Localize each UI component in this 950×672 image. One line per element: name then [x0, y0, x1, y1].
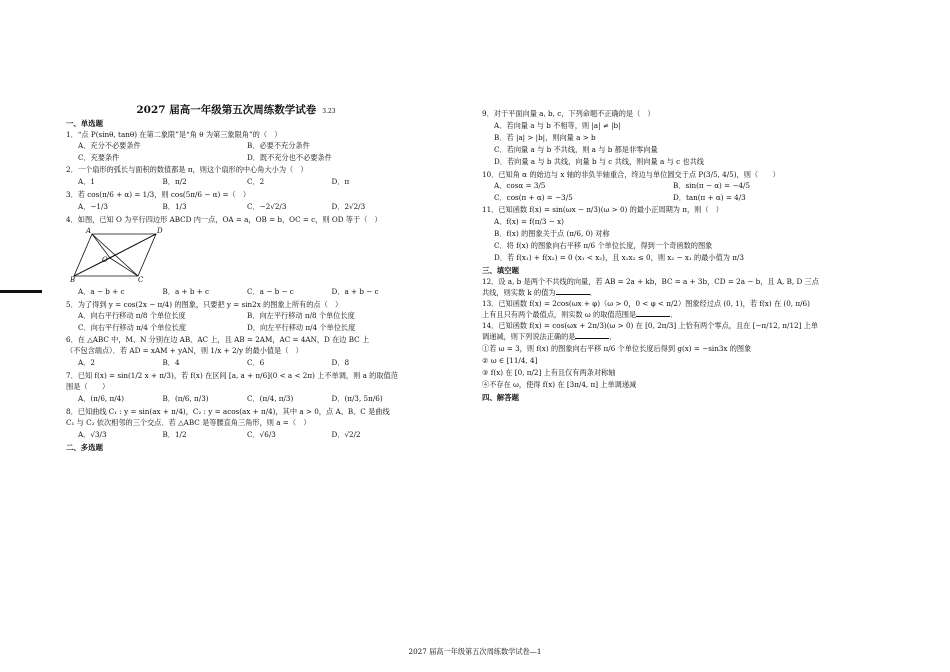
q1-option-d: D．既不充分也不必要条件	[247, 153, 332, 163]
q9-option-b: B．若 |a| > |b|，则向量 a > b	[494, 133, 596, 142]
q3-option-b: B．1/3	[162, 202, 187, 212]
q8-option-a: A．√3/3	[78, 430, 107, 440]
q8-options	[78, 430, 416, 439]
q6-option-a: A．2	[78, 358, 95, 368]
q3-option-c: C．−2√2/3	[247, 202, 287, 212]
page-title	[66, 104, 406, 117]
parallelogram-diagram	[70, 226, 180, 282]
q5-option-d: D．向左平行移动 π/4 个单位长度	[247, 323, 356, 333]
question-13-line-1: 13．已知函数 f(x) = 2cos(ωx + φ)（ω > 0，0 < φ < π/2）图象经过点 (0, 1)，若 f(x) 在 (0, π/6)	[482, 299, 810, 309]
title-text: 2027 届高一年级第五次周练数学试卷	[136, 104, 317, 116]
page-footer: 2027 届高一年级第五次周练数学试卷—1	[408, 647, 542, 656]
q1-option-b: B．必要不充分条件	[247, 141, 310, 151]
diagonal-bd	[74, 234, 156, 276]
q5-option-b: B．向左平行移动 π/8 个单位长度	[247, 311, 355, 321]
label-c: C	[138, 276, 144, 283]
q13-text: 上有且只有两个最值点，则实数 ω 的取值范围是	[482, 310, 637, 320]
question-6-line-1: 6．在 △ABC 中，M、N 分别在边 AB、AC 上，且 AB = 2AM，AC = 4AN，D 在边 BC 上	[66, 335, 370, 345]
q4-option-d: D．a + b − c	[331, 287, 379, 297]
q6-option-d: D．8	[331, 358, 350, 368]
question-3: 3．若 cos(π/6 + α) = 1/3，则 cos(5π/6 − α) =（ ）	[66, 190, 251, 200]
q10-option-c: C．cos(π + α) = −3/5	[494, 193, 573, 202]
q10-option-a: A．cosα = 3/5	[494, 181, 546, 190]
q7-option-a: A．(π/6, π/4)	[78, 394, 124, 404]
label-d: D	[157, 227, 163, 236]
q4-option-b: B．a + b + c	[162, 287, 210, 297]
q2-option-d: D．π	[331, 177, 350, 187]
q7-option-b: B．(π/6, π/3)	[162, 394, 209, 404]
right-column	[482, 108, 852, 405]
section-solve: 四、解答题	[482, 393, 519, 403]
q12-answer-blank[interactable]	[556, 288, 590, 295]
question-14-line-2: 调递减，则下列说法正确的是 ．	[482, 332, 617, 342]
section-multi: 二、多选题	[66, 443, 103, 453]
q11-option-a: A．f(x) = f(π/3 − x)	[494, 217, 564, 226]
question-4: 4．如图，已知 O 为平行四边形 ABCD 内一点，OA = a，OB = b，OC = c，则 OD 等于（ ）	[66, 215, 382, 225]
q1-options	[78, 141, 416, 162]
q14-statements	[482, 344, 852, 389]
q1-option-a: A．充分不必要条件	[78, 141, 141, 151]
q7-option-c: C．(π/4, π/3)	[247, 394, 294, 404]
q11-option-c: C．将 f(x) 的图象向右平移 π/6 个单位长度，得到一个奇函数的图象	[494, 241, 713, 250]
q8-option-c: C．√6/3	[247, 430, 276, 440]
q14-statement-3: ③ f(x) 在 [0, π/2] 上有且仅有两条对称轴	[482, 368, 616, 378]
question-8-line-1: 8．已知曲线 C₁ : y = sin(ax + π/4)，C₂ : y = acos(ax + π/4)，其中 a > 0，点 A、B、C 是曲线	[66, 407, 390, 417]
label-b: B	[70, 276, 76, 283]
q12-text: 共线，则实数 k 的值为	[482, 288, 556, 298]
section-single: 一、单选题	[66, 119, 103, 129]
q3-option-a: A．−1/3	[78, 202, 108, 212]
q3-options	[78, 202, 416, 211]
q10-option-d: D．tan(π + α) = 4/3	[673, 193, 746, 202]
q6-option-c: C．6	[247, 358, 265, 368]
q14-statement-4: ④不存在 ω，使得 f(x) 在 [3π/4, π] 上单调递减	[482, 380, 637, 390]
question-6-line-2: （不包含端点）．若 AD = xAM + yAN，则 1/x + 2/y 的最小值是（ ）	[66, 346, 303, 356]
q3-option-d: D．2√2/3	[331, 202, 366, 212]
q13-answer-blank[interactable]	[636, 310, 670, 317]
question-7-line-1: 7．已知 f(x) = sin(1/2 x + π/3)，若 f(x) 在区间 [a, a + π/6](0 < a < 2π) 上不单调，则 a 的取值范	[66, 371, 398, 381]
binding-edge-bar	[0, 290, 42, 293]
q6-options	[78, 358, 416, 367]
q8-option-b: B．1/2	[162, 430, 187, 440]
label-a: A	[86, 227, 92, 236]
q6-option-b: B．4	[162, 358, 180, 368]
label-o: O	[102, 256, 108, 265]
q10-options	[494, 181, 852, 202]
q9-option-d: D．若向量 a 与 b 共线，向量 b 与 c 共线，则向量 a 与 c 也共线	[494, 157, 704, 166]
question-7-line-2: 围是（ ）	[66, 382, 110, 392]
q2-option-a: A．1	[78, 177, 95, 187]
q14-statement-2: ② ω ∈ [11/4, 4]	[482, 356, 538, 366]
question-1: 1．“点 P(sinθ, tanθ) 在第二象限”是“角 θ 为第三象限角”的（ ）	[66, 130, 282, 140]
question-12-line-2: 共线，则实数 k 的值为 ．	[482, 288, 597, 298]
q9-option-a: A．若向量 a 与 b 不相等，则 |a| ≠ |b|	[494, 121, 621, 130]
q9-options	[494, 121, 852, 166]
exam-date: 3.23	[322, 108, 336, 115]
question-12-line-1: 12．设 a, b 是两个不共线的向量，若 AB = 2a + kb，BC = a + 3b，CD = 2a − b，且 A, B, D 三点	[482, 277, 819, 287]
q8-option-d: D．√2/2	[331, 430, 361, 440]
q5-options	[78, 311, 416, 332]
q1-option-c: C．充要条件	[78, 153, 120, 163]
section-fill: 三、填空题	[482, 266, 519, 275]
q7-options	[78, 394, 416, 403]
question-10: 10．已知角 α 的始边与 x 轴的非负半轴重合，终边与单位圆交于点 P(3/5, 4/5)，则（ ）	[482, 170, 780, 179]
question-14-line-1: 14．已知函数 f(x) = cos(ωx + 2π/3)(ω > 0) 在 [0, 2π/3] 上恰有两个零点，且在 [−π/12, π/12] 上单	[482, 321, 819, 331]
segment-oc	[110, 258, 138, 276]
question-8-line-2: C₁ 与 C₂ 依次相邻的三个交点．若 △ABC 是等腰直角三角形，则 a =（ ）	[66, 418, 311, 428]
left-column	[66, 104, 416, 455]
q5-option-c: C．向右平行移动 π/4 个单位长度	[78, 323, 187, 333]
q7-option-d: D．(π/3, 5π/6)	[331, 394, 383, 404]
q2-option-b: B．π/2	[162, 177, 187, 187]
parallelogram-figure	[70, 226, 416, 284]
q10-option-b: B．sin(π − α) = −4/5	[673, 181, 751, 190]
q4-option-a: A．a − b + c	[78, 287, 125, 297]
question-11: 11．已知函数 f(x) = sin(ωx − π/3)(ω > 0) 的最小正周期为 π，则（ ）	[482, 205, 723, 214]
question-9: 9．对于平面向量 a, b, c，下列命题不正确的是（ ）	[482, 109, 655, 118]
q11-option-b: B．f(x) 的图象关于点 (π/6, 0) 对称	[494, 229, 610, 238]
question-2: 2．一个扇形的弧长与面积的数值都是 π，则这个扇形的中心角大小为（ ）	[66, 165, 308, 175]
q4-options	[78, 287, 416, 296]
q14-statement-1: ①若 ω = 3，则 f(x) 的图象向右平移 π/6 个单位长度后得到 g(x) = −sin3x 的图象	[482, 344, 752, 354]
q4-option-c: C．a − b − c	[247, 287, 294, 297]
segment-oa	[92, 234, 110, 258]
q11-option-d: D．若 f(x₁) + f(x₂) = 0 (x₁ < x₂)，且 x₁x₂ ≤ 0，则 x₂ − x₁ 的最小值为 π/3	[494, 253, 744, 262]
q2-option-c: C．2	[247, 177, 265, 187]
q5-option-a: A．向右平行移动 π/8 个单位长度	[78, 311, 186, 321]
question-5: 5．为了得到 y = cos(2x − π/4) 的图象，只要把 y = sin2x 的图象上所有的点（ ）	[66, 300, 343, 310]
q9-option-c: C．若向量 a 与 b 不共线，则 a 与 b 都是非零向量	[494, 145, 658, 154]
question-13-line-2: 上有且只有两个最值点，则实数 ω 的取值范围是 ．	[482, 310, 678, 320]
q11-options	[494, 217, 852, 262]
q2-options	[78, 177, 416, 186]
q14-text: 调递减，则下列说法正确的是	[482, 332, 576, 342]
q14-answer-blank[interactable]	[575, 332, 609, 339]
